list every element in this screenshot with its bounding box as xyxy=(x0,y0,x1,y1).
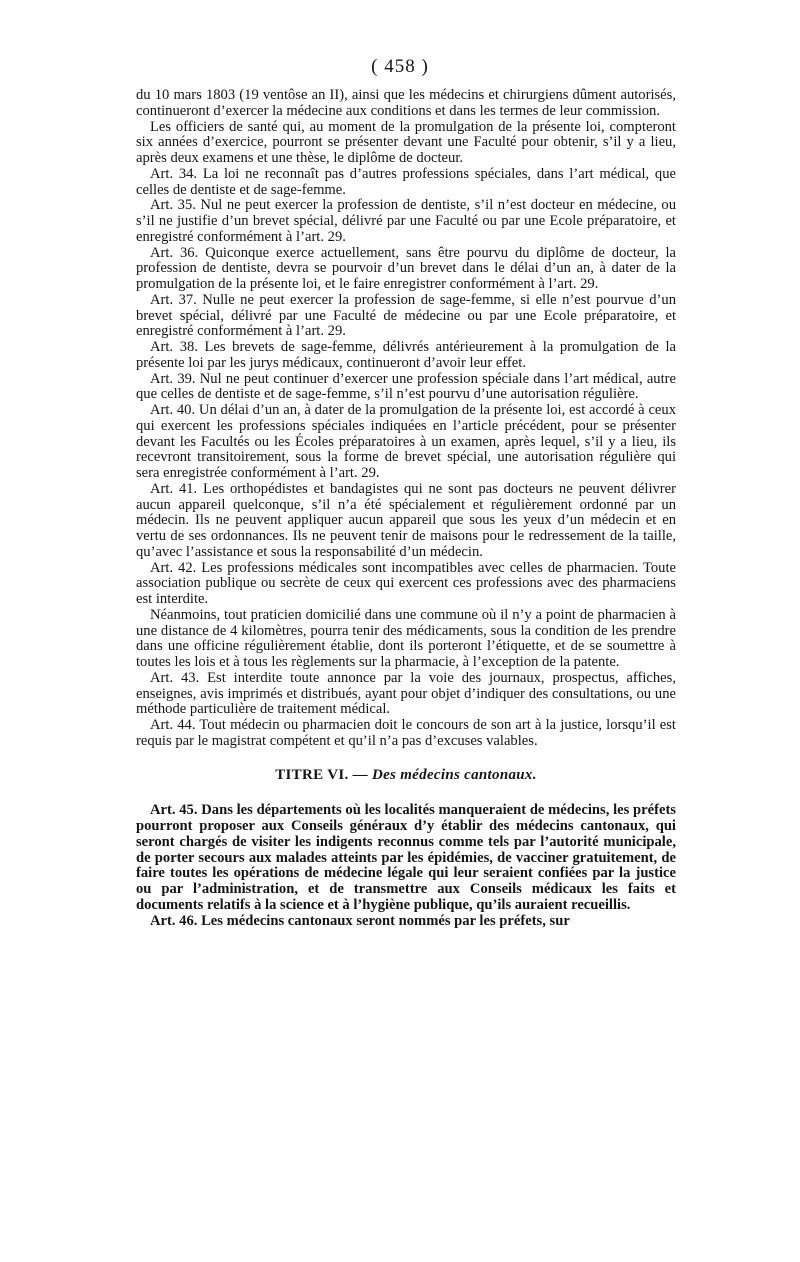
article-45: Art. 45. Dans les départements où les localités manqueraient de médecins, les préfets pourront proposer aux Conseils généraux d’y établir des médecins cantonaux, qui seront chargés de visiter les indigents reconnus comme tels par l’autorité municipale, de porter secours aux malades atteints par les épidémies, de vacciner gratuitement, de faire toutes les opérations de médecine légale qui leur seraient confiées par la justice ou par l’administration, et de transmettre aux Conseils médicaux les faits et documents relatifs à la science et à l’hygiène publique, qu’ils auraient recueillis. xyxy=(136,802,676,913)
article-37: Art. 37. Nulle ne peut exercer la profession de sage-femme, si elle n’est pourvue d’un brevet spécial, délivré par une Faculté de médecine ou par une Ecole préparatoire, et enregistré conformément à l’art. 29. xyxy=(136,291,676,340)
article-34: Art. 34. La loi ne reconnaît pas d’autres professions spéciales, dans l’art médical, que celles de dentiste et de sage-femme. xyxy=(136,165,676,198)
paragraph-neanmoins: Néanmoins, tout praticien domicilié dans une commune où il n’y a point de pharmacien à une distance de 4 kilomètres, pourra tenir des médicaments, sous la condition de les prendre dans une officine régulièrement établie, dont ils porteront l’étiquette, et de se soumettre à toutes les lois et à tous les règlements sur la pharmacie, à l’exception de la patente. xyxy=(136,606,676,670)
article-42: Art. 42. Les professions médicales sont incompatibles avec celles de pharmacien. Toute association publique ou secrète de ceux qui exercent ces professions avec des pharmaciens est interdite. xyxy=(136,559,676,607)
article-36: Art. 36. Quiconque exerce actuellement, sans être pourvu du diplôme de docteur, la profession de dentiste, devra se pourvoir d’un brevet dans le délai d’un an, à dater de la promulgation de la présente loi, et le faire enregistrer conformément à l’art. 29. xyxy=(136,244,676,292)
page-number: ( 458 ) xyxy=(371,56,429,77)
section-title xyxy=(136,768,676,784)
article-44: Art. 44. Tout médecin ou pharmacien doit le concours de son art à la justice, lorsqu’il est requis par le magistrat compétent et qu’il n’a pas d’excuses valables. xyxy=(136,717,676,749)
article-40: Art. 40. Un délai d’un an, à dater de la promulgation de la présente loi, est accordé à ceux qui exercent les professions spéciales indiquées en l’article précédent, pour se présenter devant les Facultés ou les Écoles préparatoires à un examen, après lequel, s’il y a lieu, ils recevront transitoirement, sous la forme de brevet spécial, une autorisation régulière qui sera enregistrée conformément à l’art. 29. xyxy=(136,402,676,481)
paragraph-officiers-de-sante: Les officiers de santé qui, au moment de la promulgation de la présente loi, compteront six années d’exercice, pourront se présenter devant une Faculté pour obtenir, s’il y a lieu, après deux examens et une thèse, le diplôme de docteur. xyxy=(136,118,676,166)
article-38: Art. 38. Les brevets de sage-femme, délivrés antérieurement à la promulgation de la présente loi par les jurys médicaux, continueront d’avoir leur effet. xyxy=(136,339,676,371)
article-39: Art. 39. Nul ne peut continuer d’exercer une profession spéciale dans l’art médical, autre que celles de dentiste et de sage-femme, s’il n’est pourvu d’une autorisation régulière. xyxy=(136,370,676,403)
paragraph-continuation: du 10 mars 1803 (19 ventôse an II), ainsi que les médecins et chirurgiens dûment autorisés, continueront d’exercer la médecine aux conditions et dans les termes de leur commission. xyxy=(136,87,676,119)
article-43: Art. 43. Est interdite toute annonce par la voie des journaux, prospectus, affiches, enseignes, avis imprimés et distribués, ayant pour objet d’indiquer des consultations, ou une méthode particulière de traitement médical. xyxy=(136,669,676,718)
article-41: Art. 41. Les orthopédistes et bandagistes qui ne sont pas docteurs ne peuvent délivrer aucun appareil quelconque, s’il n’a été spécialement et régulièrement ordonné par un médecin. Ils ne peuvent appliquer aucun appareil que sous les yeux d’un médecin et en vertu de ses ordonnances. Ils ne peuvent tenir de maisons pour le redressement de la taille, qu’avec l’assistance et sous la responsabilité d’un médecin. xyxy=(136,480,676,560)
article-46: Art. 46. Les médecins cantonaux seront nommés par les préfets, sur xyxy=(150,912,570,929)
article-35: Art. 35. Nul ne peut exercer la profession de dentiste, s’il n’est docteur en médecine, ou s’il ne justifie d’un brevet spécial, délivré par une Faculté ou par une Ecole préparatoire, et enregistré conformément à l’art. 29. xyxy=(136,197,676,245)
section-title-italic: Des médecins cantonaux. xyxy=(371,766,537,783)
body-text xyxy=(136,88,676,929)
section-title-prefix: TITRE VI. — xyxy=(275,766,368,783)
